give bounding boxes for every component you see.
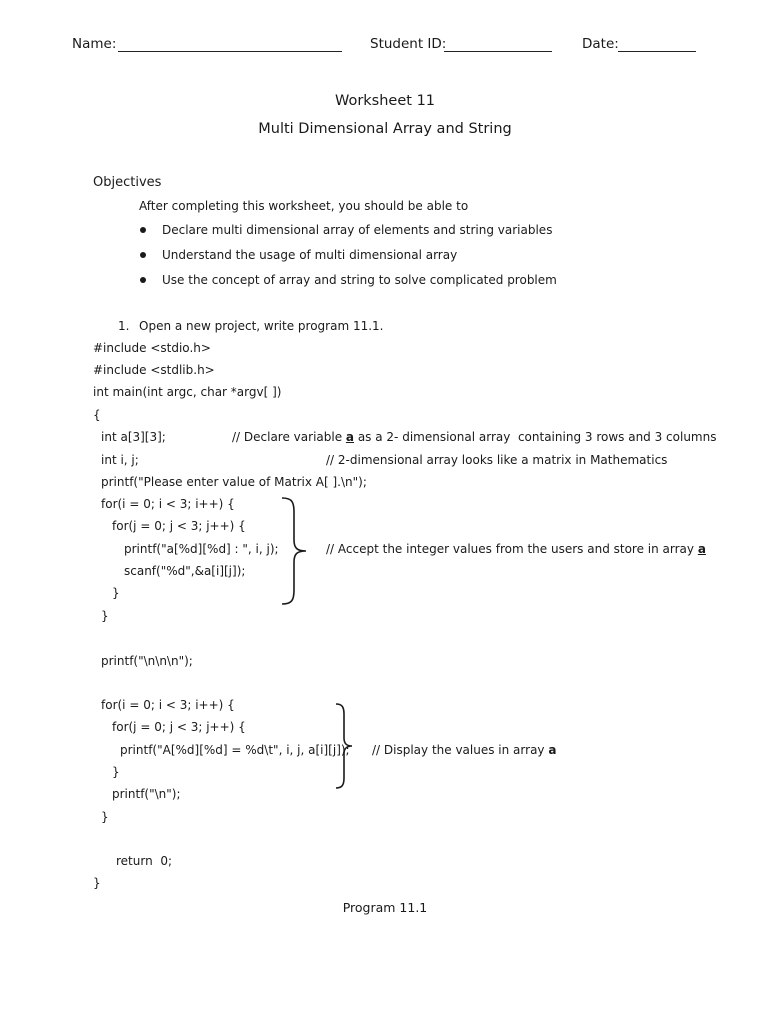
code-line: } <box>112 586 120 600</box>
variable-name: a <box>548 743 557 757</box>
code-line: for(j = 0; j < 3; j++) { <box>112 720 246 734</box>
code-line: { <box>93 408 101 422</box>
student-id-blank <box>444 51 552 52</box>
code-line: #include <stdlib.h> <box>93 363 215 377</box>
code-line: printf("Please enter value of Matrix A[ ].\n"); <box>101 475 367 489</box>
objective-item: Declare multi dimensional array of elements and string variables <box>162 223 553 237</box>
code-line: printf("a[%d][%d] : ", i, j); <box>124 542 279 556</box>
code-line: } <box>93 876 101 890</box>
bullet-icon <box>140 252 146 258</box>
variable-name: a <box>697 542 706 556</box>
code-line: } <box>112 765 120 779</box>
code-line: printf("\n"); <box>112 787 181 801</box>
date-blank <box>618 51 696 52</box>
bullet-icon <box>140 227 146 233</box>
code-line: int a[3][3]; <box>101 430 166 444</box>
code-line: printf("\n\n\n"); <box>101 654 193 668</box>
code-line: for(j = 0; j < 3; j++) { <box>112 519 246 533</box>
objectives-heading: Objectives <box>93 175 162 190</box>
name-label: Name: <box>72 36 117 52</box>
code-line: } <box>101 609 109 623</box>
code-comment: // Accept the integer values from the users and store in array a <box>326 542 706 556</box>
worksheet-title: Worksheet 11 <box>334 93 436 109</box>
code-comment: // Declare variable a as a 2- dimensional array containing 3 rows and 3 columns <box>232 430 717 444</box>
right-brace-icon <box>334 702 356 790</box>
objectives-intro: After completing this worksheet, you should be able to <box>139 199 469 213</box>
program-caption: Program 11.1 <box>342 900 428 915</box>
code-line: int i, j; <box>101 453 139 467</box>
objective-item: Use the concept of array and string to solve complicated problem <box>162 273 557 287</box>
code-line: for(i = 0; i < 3; i++) { <box>101 497 235 511</box>
step-text: Open a new project, write program 11.1. <box>139 319 384 333</box>
objective-item: Understand the usage of multi dimensional array <box>162 248 458 262</box>
code-line: return 0; <box>116 854 172 868</box>
code-line: #include <stdio.h> <box>93 341 211 355</box>
code-comment: // 2-dimensional array looks like a matrix in Mathematics <box>326 453 668 467</box>
date-label: Date: <box>582 36 619 52</box>
code-line: scanf("%d",&a[i][j]); <box>124 564 246 578</box>
variable-name: a <box>345 430 355 444</box>
code-line: for(i = 0; i < 3; i++) { <box>101 698 235 712</box>
code-comment: // Display the values in array a <box>372 743 557 757</box>
code-line: } <box>101 810 109 824</box>
bullet-icon <box>140 277 146 283</box>
student-id-label: Student ID: <box>370 36 447 52</box>
code-line: int main(int argc, char *argv[ ]) <box>93 385 282 399</box>
code-line: printf("A[%d][%d] = %d\t", i, j, a[i][j]); <box>120 743 350 757</box>
worksheet-subtitle: Multi Dimensional Array and String <box>258 121 512 137</box>
right-brace-icon <box>280 496 310 606</box>
step-number: 1. <box>118 319 130 333</box>
name-blank <box>118 51 342 52</box>
